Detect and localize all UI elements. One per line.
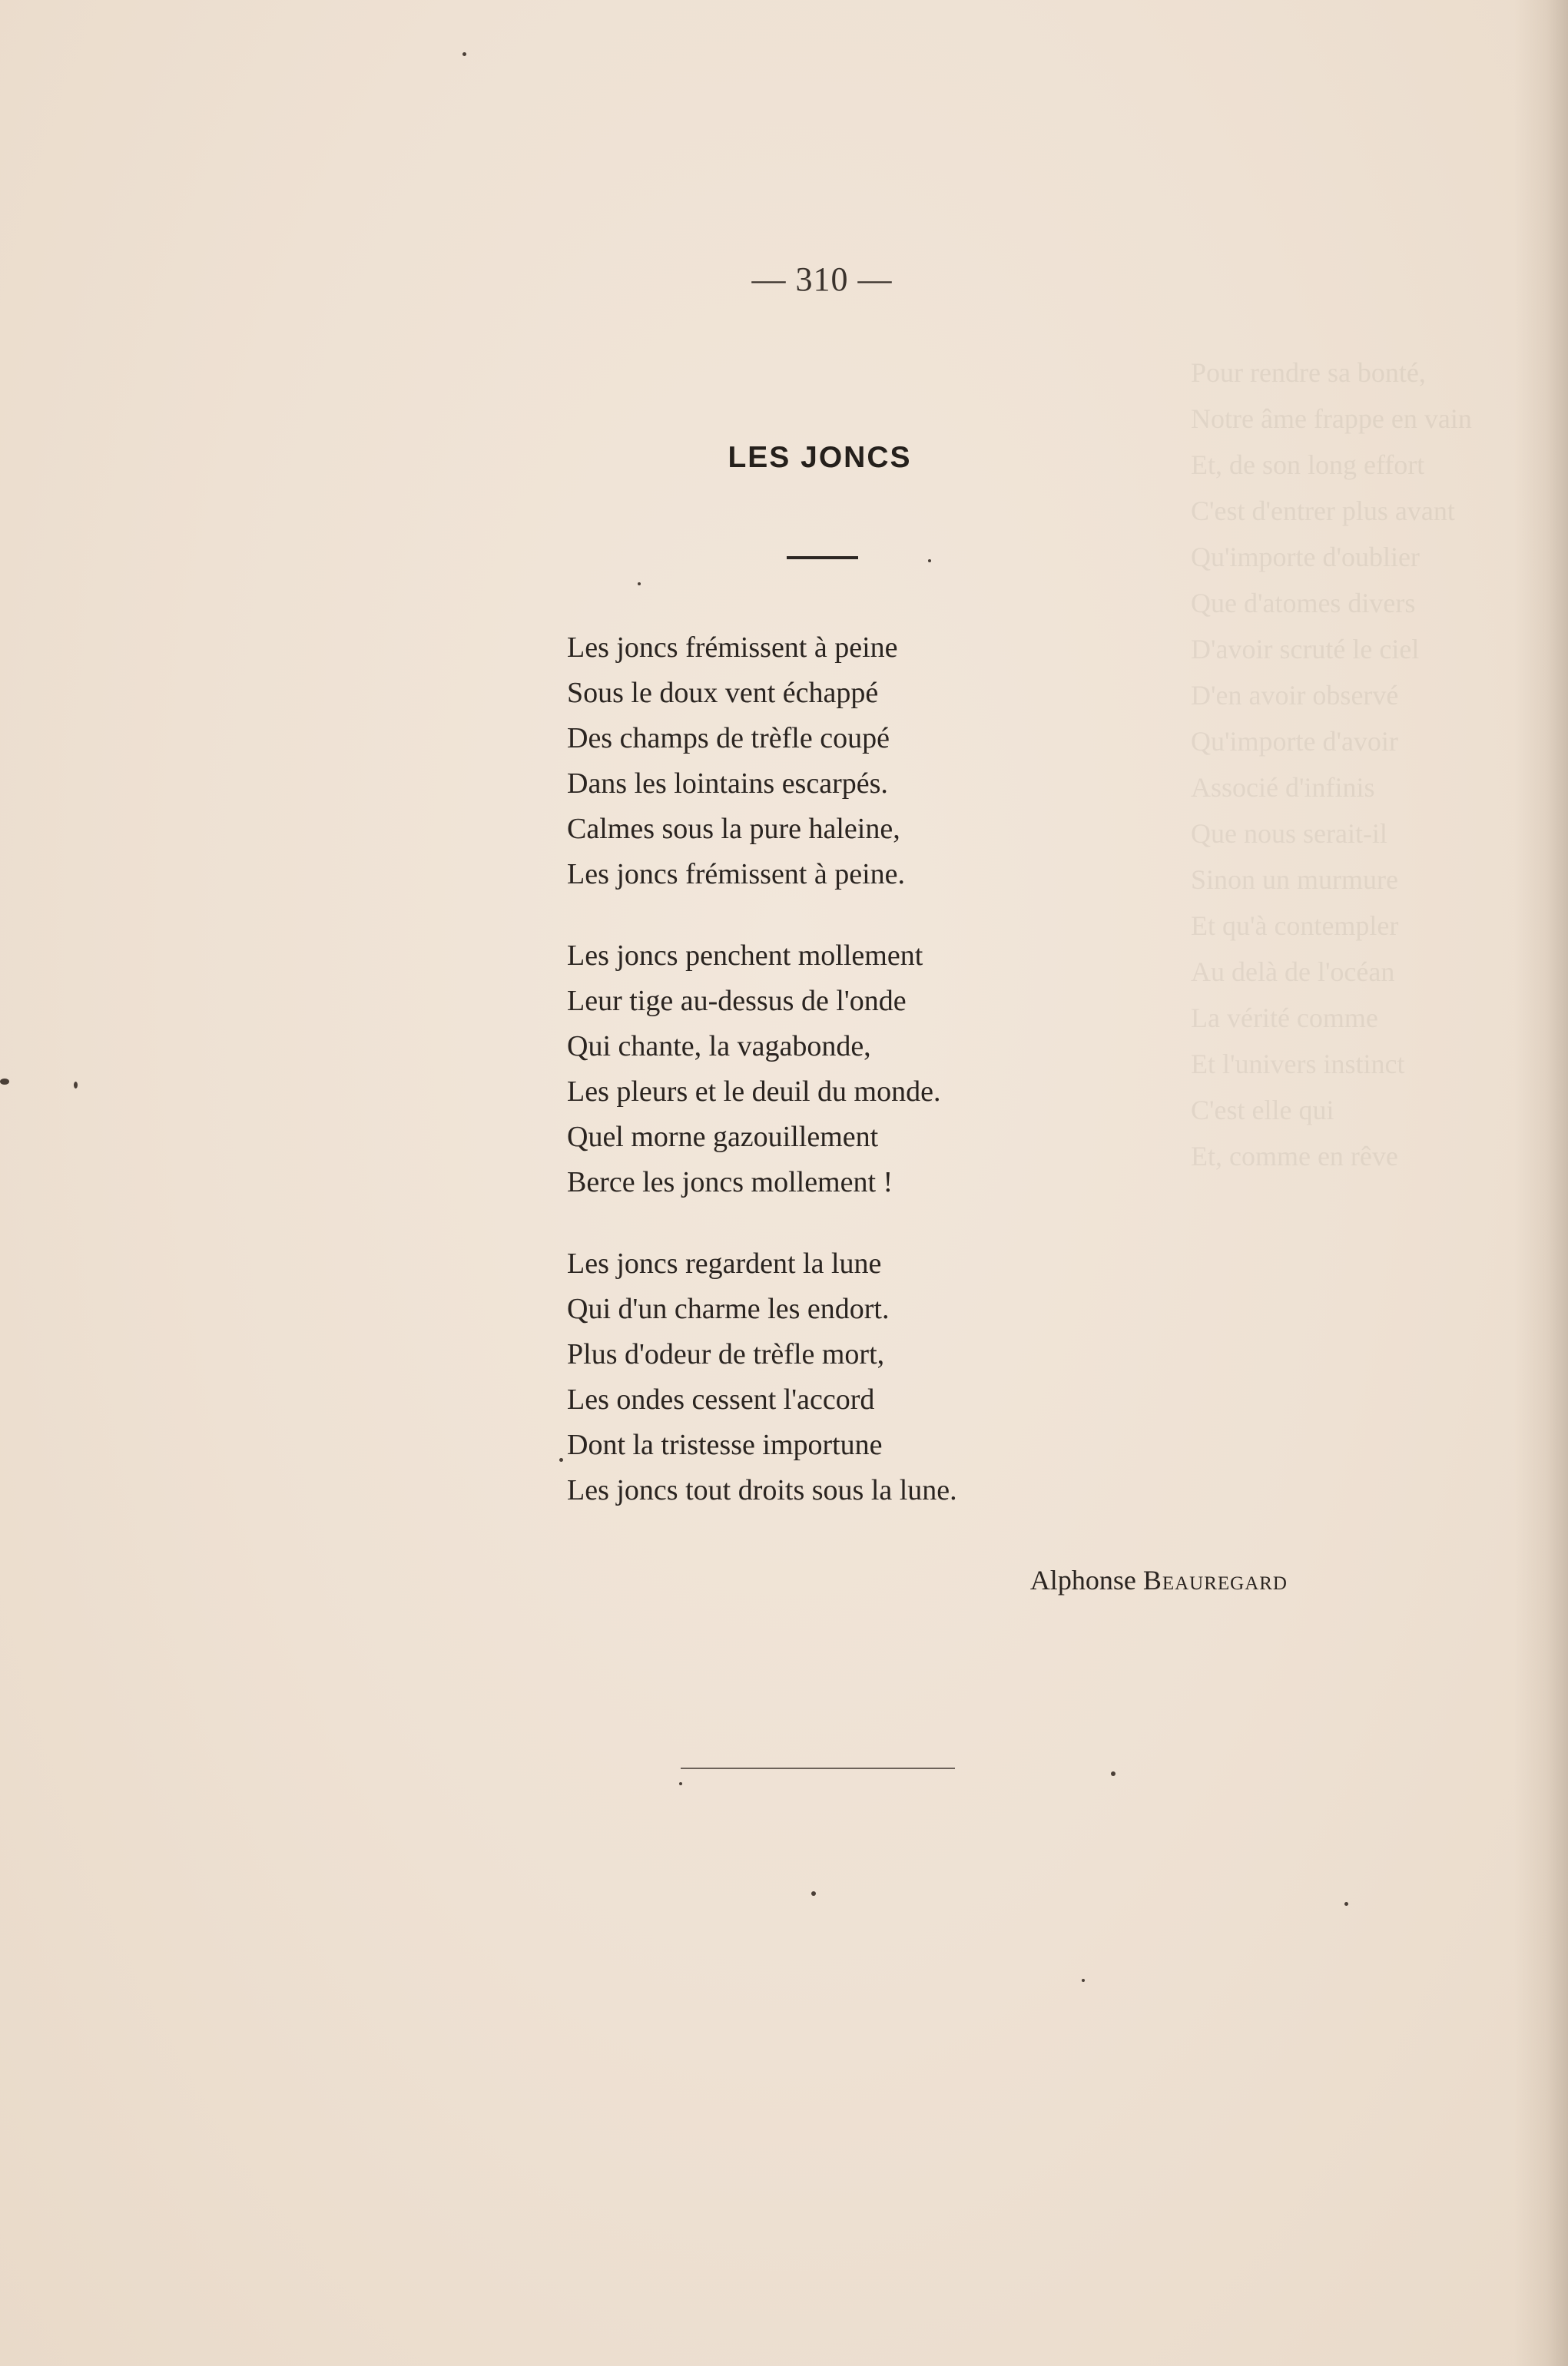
paper-speck: [638, 582, 641, 585]
poem-line: Les joncs penchent mollement: [567, 939, 923, 972]
show-through-text: Pour rendre sa bonté, Notre âme frappe en vain Et, de son long effort C'est d'entrer plus avant Qu'importe d'oublier Que d'atomes divers D'avoir scruté le ciel D'en avoir observé Qu'importe d'avoir Associé d'infinis Que nous serait-il Sinon un murmure Et qu'à contempler Au delà de l'océan La vérité comme Et l'univers instinct C'est elle qui Et, comme en rêve: [1191, 357, 1472, 1171]
stanza-2: [567, 933, 1258, 1205]
poem-line: Berce les joncs mollement !: [567, 1166, 893, 1198]
author-signature: [950, 1564, 1288, 1596]
poem-line: Calmes sous la pure haleine,: [567, 813, 900, 845]
poem-line: Les pleurs et le deuil du monde.: [567, 1075, 941, 1108]
poem-line: Qui d'un charme les endort.: [567, 1293, 890, 1325]
paper-speck: [679, 1782, 682, 1785]
poem-line: Les joncs regardent la lune: [567, 1248, 882, 1280]
poem-line: Qui chante, la vagabonde,: [567, 1030, 871, 1062]
paper-speck: [928, 559, 931, 562]
author-first-name: Alphonse: [1029, 1565, 1136, 1596]
title-divider: [787, 556, 858, 559]
paper-speck: [1344, 1902, 1348, 1906]
poem-line: Dans les lointains escarpés.: [567, 767, 888, 800]
poem-line: Dont la tristesse importune: [567, 1429, 883, 1461]
poem-line: Des champs de trèfle coupé: [567, 722, 890, 754]
author-last-name: Beauregard: [1142, 1565, 1288, 1596]
poem-line: Plus d'odeur de trèfle mort,: [567, 1338, 885, 1370]
paper-speck: [0, 1079, 9, 1085]
stanza-1: [567, 625, 1258, 897]
paper-speck: [462, 52, 466, 56]
paper-speck: [74, 1082, 78, 1089]
poem-line: Les joncs tout droits sous la lune.: [567, 1474, 957, 1506]
poem-line: Les joncs frémissent à peine.: [567, 858, 906, 890]
page-number: — 310 —: [751, 260, 893, 298]
poem-line: Leur tige au-dessus de l'onde: [567, 985, 907, 1017]
paper-speck: [559, 1458, 563, 1462]
paper-speck: [1111, 1771, 1116, 1776]
poem-line: Quel morne gazouillement: [567, 1121, 879, 1153]
paper-speck: [811, 1891, 816, 1896]
poem-line: Les ondes cessent l'accord: [567, 1383, 875, 1416]
poem-line: Les joncs frémissent à peine: [567, 631, 898, 664]
paper-speck: [1082, 1979, 1085, 1982]
poem-title: LES JONCS: [728, 441, 912, 474]
poem-line: Sous le doux vent échappé: [567, 677, 879, 709]
end-divider: [681, 1768, 955, 1769]
poem-body: [567, 625, 1258, 1549]
stanza-3: [567, 1241, 1258, 1513]
